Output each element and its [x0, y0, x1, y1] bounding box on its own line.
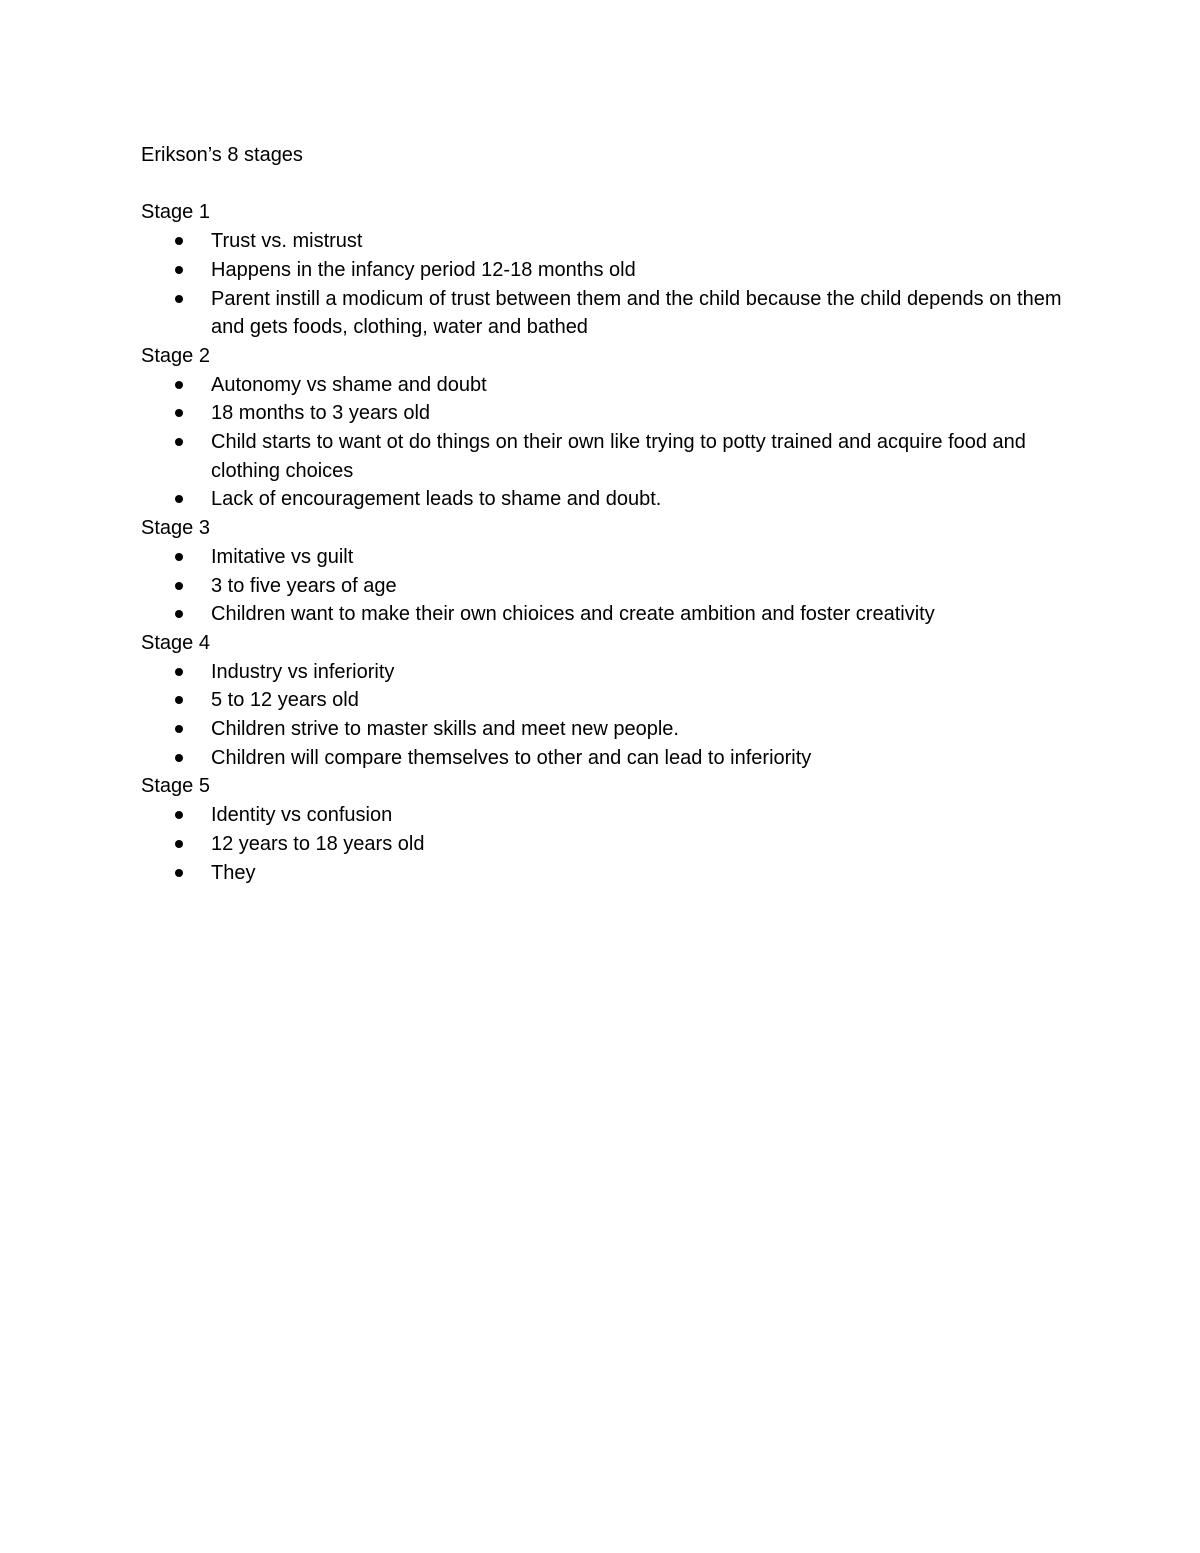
bullet-text: Industry vs inferiority	[211, 660, 395, 683]
bullet-text: Child starts to want ot do things on their own like trying to potty trained and acquire food and clothing choices	[211, 431, 1026, 482]
bullet-item	[211, 801, 1071, 830]
bullet-item	[211, 830, 1071, 859]
bullet-icon	[175, 725, 183, 733]
bullet-icon	[175, 295, 183, 303]
bullet-item	[211, 485, 1071, 514]
bullet-text: Autonomy vs shame and doubt	[211, 373, 487, 396]
bullet-item	[211, 256, 1071, 285]
bullet-icon	[175, 610, 183, 618]
bullet-item	[211, 227, 1071, 256]
stage-section	[141, 514, 1071, 629]
bullet-icon	[175, 553, 183, 561]
bullet-item	[211, 859, 1071, 888]
bullet-item	[211, 658, 1071, 687]
bullet-item	[211, 285, 1071, 342]
bullet-item	[211, 371, 1071, 400]
bullet-icon	[175, 237, 183, 245]
bullet-list	[141, 371, 1071, 515]
bullet-item	[211, 572, 1071, 601]
bullet-item	[211, 543, 1071, 572]
bullet-icon	[175, 754, 183, 762]
stage-heading: Stage 4	[141, 631, 210, 654]
bullet-text: Identity vs confusion	[211, 804, 393, 827]
bullet-text: Children will compare themselves to other and can lead to inferiority	[211, 746, 812, 769]
stage-heading: Stage 1	[141, 201, 210, 224]
stage-section	[141, 629, 1071, 773]
bullet-icon	[175, 409, 183, 417]
bullet-text: They	[211, 861, 256, 884]
bullet-text: 3 to five years of age	[211, 574, 397, 597]
bullet-icon	[175, 840, 183, 848]
bullet-item	[211, 686, 1071, 715]
bullet-icon	[175, 668, 183, 676]
document-body	[141, 141, 1071, 887]
bullet-text: 12 years to 18 years old	[211, 832, 425, 855]
bullet-icon	[175, 869, 183, 877]
bullet-text: Imitative vs guilt	[211, 545, 354, 568]
bullet-icon	[175, 811, 183, 819]
bullet-list	[141, 658, 1071, 773]
bullet-icon	[175, 495, 183, 503]
bullet-list	[141, 227, 1071, 342]
bullet-text: Parent instill a modicum of trust between them and the child because the child depends on them and gets foods, clothing, water and bathed	[211, 287, 1062, 339]
document-title: Erikson’s 8 stages	[141, 144, 303, 166]
bullet-icon	[175, 582, 183, 590]
stage-heading: Stage 2	[141, 344, 210, 367]
bullet-text: Children strive to master skills and meet new people.	[211, 718, 679, 741]
bullet-item	[211, 399, 1071, 428]
bullet-text: 5 to 12 years old	[211, 689, 359, 712]
bullet-icon	[175, 438, 183, 446]
bullet-item	[211, 428, 1071, 485]
bullet-list	[141, 801, 1071, 887]
stage-heading: Stage 3	[141, 517, 210, 540]
stage-heading: Stage 5	[141, 775, 210, 798]
bullet-text: Happens in the infancy period 12-18 months old	[211, 258, 636, 281]
bullet-text: 18 months to 3 years old	[211, 402, 431, 425]
stage-section	[141, 198, 1071, 342]
bullet-text: Children want to make their own chioices and create ambition and foster creativity	[211, 603, 935, 626]
bullet-item	[211, 744, 1071, 773]
bullet-item	[211, 600, 1071, 629]
bullet-icon	[175, 696, 183, 704]
bullet-item	[211, 715, 1071, 744]
bullet-icon	[175, 266, 183, 274]
bullet-text: Trust vs. mistrust	[211, 230, 363, 253]
bullet-text: Lack of encouragement leads to shame and doubt.	[211, 488, 662, 511]
bullet-icon	[175, 381, 183, 389]
stage-section	[141, 342, 1071, 514]
stage-section	[141, 772, 1071, 887]
bullet-list	[141, 543, 1071, 629]
